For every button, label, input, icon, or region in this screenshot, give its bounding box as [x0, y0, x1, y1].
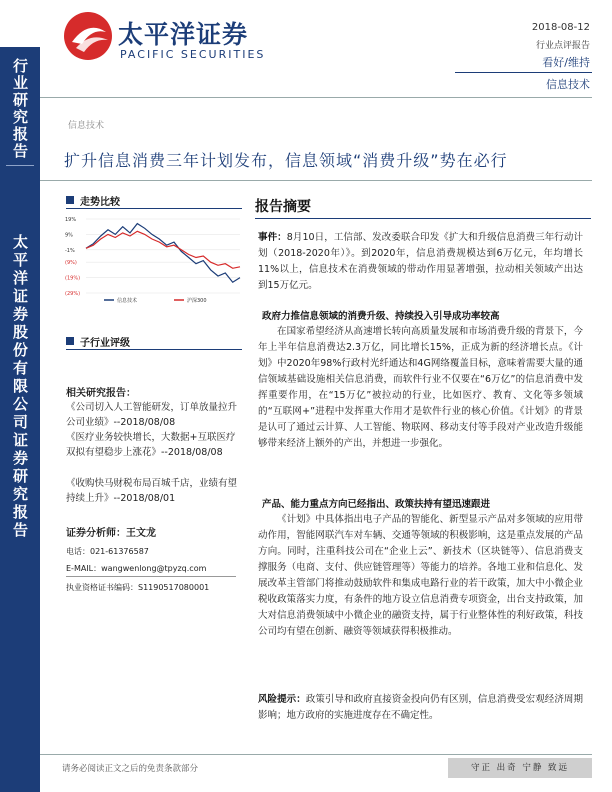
event-text: 8月10日，工信部、发改委联合印发《扩大和升级信息消费三年行动计划（2018-2020年）》。到2020年，信息消费规模达到6万亿元，年均增长11%以上，信息技术在消费领域的带动作用显著增强，拉动相关领域产出达到15万亿元。 [258, 232, 583, 291]
band-divider [6, 165, 34, 166]
section-marker-icon [66, 337, 74, 345]
band-company-name: 太平洋证券股份有限公司证券研究报告 [11, 234, 29, 540]
y-tick-label: (19%) [65, 275, 81, 282]
y-tick-label: 9% [65, 232, 73, 239]
risk-label: 风险提示： [258, 694, 306, 705]
logo-english-name: PACIFIC SECURITIES [120, 48, 266, 61]
related-report[interactable]: 《医疗业务较快增长，大数据+互联医疗双拟有望稳步上涨花》--2018/08/08 [66, 432, 236, 458]
analyst-heading: 证券分析师：王文龙 [66, 528, 156, 539]
band-report-category: 行业研究报告 [11, 58, 29, 160]
trend-chart [64, 213, 244, 305]
related-heading: 相关研究报告： [66, 388, 136, 399]
legend-label: 信息技术 [117, 298, 138, 304]
risk-text: 政策引导和政府直接资金投向仍有区别，信息消费受宏观经济周期影响；地方政府的实施进度存在不确定性。 [258, 694, 583, 721]
contact-rule [66, 576, 236, 577]
event-label: 事件： [258, 232, 287, 243]
products-paragraph: 《计划》中具体指出电子产品的智能化、新型显示产品对多领域的应用带动作用，智能网联汽车对车辆、交通等领域的积极影响，这是重点发展的产品方向。同时，注重科技公司在“企业上云”、新技术（区块链等）、信息消费支撑服务（电商、支付、供应链管理等）等能力的培养。各地工业和信息化、发展改革主管部门将推动鼓励软件和集成电路行业的若干政策，加大中小微企业税收政策落实力度，有条件的地方设立信息消费专项资金，出台支持政策，加大对信息消费领域中小微企业的融资支持，属于行业整体性的利好政策，科技公司均有望在创新、融资等领域获得积极推动。 [258, 514, 583, 637]
analyst-email[interactable]: E-MAIL：wangwenlong@tpyzq.com [66, 564, 207, 573]
abstract-rule [255, 218, 591, 219]
rating: 看好/维持 [542, 56, 590, 69]
y-tick-label: (29%) [65, 291, 81, 297]
related-report[interactable]: 《收购快马财税布局百城千店，业绩有望持续上升》--2018/08/01 [66, 478, 238, 504]
footer-slogan: 守正 出奇 宁静 致远 [448, 758, 592, 778]
analyst-cert: 执业资格证书编码：S1190517080001 [66, 583, 210, 592]
footer-disclaimer: 请务必阅读正文之后的免责条款部分 [62, 764, 199, 774]
subheading-policy: 政府力推信息领域的消费升级、持续投入引导成功率较高 [262, 311, 500, 322]
related-report[interactable]: 《公司切入人工智能研发，订单放量拉升公司业绩》--2018/08/08 [66, 402, 238, 428]
header-divider [455, 72, 592, 73]
title-rule [40, 180, 592, 181]
legend-label: 沪深300 [187, 298, 207, 304]
footer-rule [40, 754, 592, 755]
policy-paragraph: 在国家希望经济从高速增长转向高质量发展和市场消费升级的背景下，今年上半年信息消费达2.3万亿，同比增长15%，正成为新的经济增长点。《计划》中2020年98%行政村光纤通达和4G网络覆盖目标，意味着需要大量的通信领域基础设施相关信息消费，而软件行业不仅要在“6万亿”的信息消费中发挥重要作用，在“15万亿”被拉动的行业，比如医疗、教育、文化等多领域的“互联网+”进程中发挥重大作用才是软件行业的核心价值。《计划》的背景是认可了通过云计算、人工智能、物联网、移动支付等手段对产业改造升级能够带来经济上额外的产出，并想进一步强化。 [258, 326, 583, 449]
y-tick-label: 19% [65, 217, 77, 223]
breadcrumb: 信息技术 [68, 121, 105, 131]
trend-heading: 走势比较 [80, 197, 120, 208]
report-title: 扩升信息消费三年计划发布，信息领域“消费升级”势在必行 [64, 151, 508, 170]
pacific-logo-icon [62, 10, 114, 62]
y-tick-label: (9%) [65, 260, 77, 267]
report-date: 2018-08-12 [531, 22, 590, 33]
rating-heading: 子行业评级 [80, 338, 130, 349]
logo-chinese-name: 太平洋证券 [118, 20, 249, 49]
sector-label: 信息技术 [546, 78, 590, 91]
series-line [86, 224, 240, 283]
analyst-phone: 电话：021-61376587 [66, 547, 149, 556]
trend-rule [66, 208, 242, 209]
abstract-heading: 报告摘要 [255, 199, 311, 215]
risk-paragraph [258, 692, 583, 724]
rating-rule [66, 349, 242, 350]
header-rule [40, 97, 592, 98]
y-tick-label: -1% [65, 247, 75, 254]
subheading-products: 产品、能力重点方向已经指出、政策扶持有望迅速跟进 [262, 499, 491, 510]
section-marker-icon [66, 196, 74, 204]
event-paragraph [258, 230, 583, 294]
report-type: 行业点评报告 [535, 41, 590, 51]
